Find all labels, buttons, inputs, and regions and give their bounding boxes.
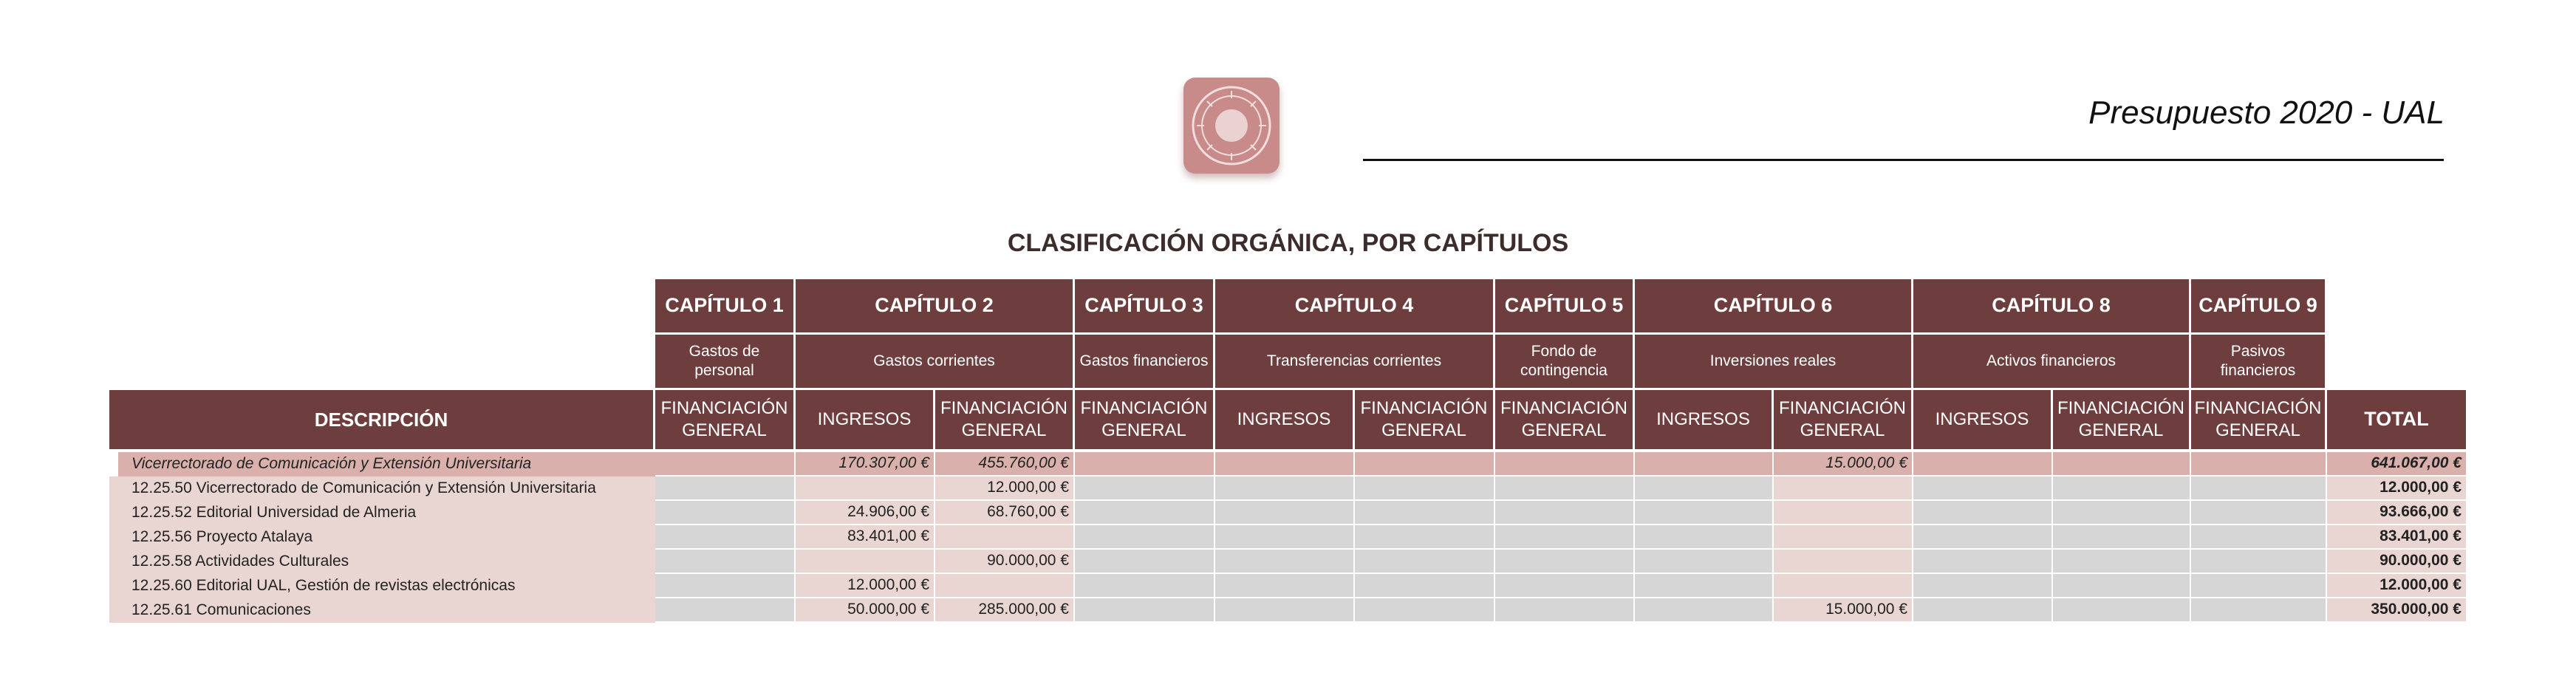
funding-header: FINANCIACIÓN GENERAL: [2053, 390, 2191, 449]
table-cell: [1913, 574, 2053, 598]
table-cell: [1495, 501, 1635, 525]
table-cell: [655, 476, 796, 501]
table-cell: [655, 525, 796, 550]
table-cell: [1355, 574, 1495, 598]
chapter-subtitle: Gastos financieros: [1075, 335, 1215, 390]
table-cell: [1635, 550, 1774, 574]
table-cell: [655, 574, 796, 598]
table-cell: 90.000,00 €: [935, 550, 1075, 574]
table-cell: 83.401,00 €: [796, 525, 935, 550]
table-cell: [655, 550, 796, 574]
row-label: 12.25.61 Comunicaciones: [109, 598, 655, 623]
table-cell: 50.000,00 €: [796, 598, 935, 623]
chapter-header: CAPÍTULO 1: [655, 279, 796, 335]
table-cell: [1913, 452, 2053, 476]
table-cell: [2191, 574, 2327, 598]
row-label: 12.25.58 Actividades Culturales: [109, 550, 655, 574]
table-cell: [1075, 501, 1215, 525]
table-cell: [2191, 476, 2327, 501]
table-cell: [1495, 452, 1635, 476]
chapter-header: CAPÍTULO 4: [1215, 279, 1495, 335]
table-cell: [2053, 452, 2191, 476]
title-underline: [1363, 159, 2444, 161]
funding-header: FINANCIACIÓN GENERAL: [1355, 390, 1495, 449]
table-cell: [1215, 476, 1355, 501]
table-cell: [1355, 598, 1495, 623]
sheet-title: CLASIFICACIÓN ORGÁNICA, POR CAPÍTULOS: [1007, 229, 1569, 257]
table-cell: [1075, 550, 1215, 574]
table-cell: [1913, 525, 2053, 550]
table-cell: [2053, 476, 2191, 501]
table-cell: [1635, 476, 1774, 501]
chapter-subtitle: Transferencias corrientes: [1215, 335, 1495, 390]
table-cell: [1495, 476, 1635, 501]
description-header: DESCRIPCIÓN: [109, 390, 655, 449]
chapter-header: CAPÍTULO 6: [1635, 279, 1913, 335]
chapter-header: CAPÍTULO 3: [1075, 279, 1215, 335]
table-cell: [1913, 501, 2053, 525]
table-cell: [2191, 598, 2327, 623]
table-cell: 15.000,00 €: [1774, 452, 1913, 476]
funding-header: INGRESOS: [1913, 390, 2053, 449]
table-cell: [1215, 452, 1355, 476]
funding-header: INGRESOS: [1635, 390, 1774, 449]
row-label: 12.25.50 Vicerrectorado de Comunicación y Extensión Universitaria: [109, 476, 655, 501]
document-title: Presupuesto 2020 - UAL: [2088, 95, 2445, 131]
table-cell: [1075, 598, 1215, 623]
row-total: 83.401,00 €: [2327, 525, 2466, 550]
table-cell: [2191, 550, 2327, 574]
row-total: 90.000,00 €: [2327, 550, 2466, 574]
funding-header: FINANCIACIÓN GENERAL: [935, 390, 1075, 449]
table-cell: [1215, 598, 1355, 623]
table-cell: 15.000,00 €: [1774, 598, 1913, 623]
chapter-subtitle: Inversiones reales: [1635, 335, 1913, 390]
table-cell: [1215, 501, 1355, 525]
table-cell: [655, 452, 796, 476]
funding-header: FINANCIACIÓN GENERAL: [1495, 390, 1635, 449]
table-cell: 455.760,00 €: [935, 452, 1075, 476]
table-cell: [1355, 452, 1495, 476]
table-cell: [1774, 574, 1913, 598]
summary-row-label: Vicerrectorado de Comunicación y Extensión Universitaria: [118, 452, 655, 476]
table-cell: [2191, 452, 2327, 476]
table-cell: [1215, 525, 1355, 550]
table-cell: 170.307,00 €: [796, 452, 935, 476]
table-cell: [655, 501, 796, 525]
table-cell: [2053, 525, 2191, 550]
table-cell: [1075, 574, 1215, 598]
table-cell: [1075, 525, 1215, 550]
row-label: 12.25.52 Editorial Universidad de Almeria: [109, 501, 655, 525]
table-cell: [1774, 476, 1913, 501]
chapter-header: CAPÍTULO 9: [2191, 279, 2327, 335]
table-cell: 12.000,00 €: [796, 574, 935, 598]
table-cell: 285.000,00 €: [935, 598, 1075, 623]
funding-header: INGRESOS: [796, 390, 935, 449]
table-cell: [2053, 598, 2191, 623]
table-cell: [1495, 550, 1635, 574]
total-header: TOTAL: [2327, 390, 2466, 449]
table-cell: [1215, 574, 1355, 598]
row-label: 12.25.56 Proyecto Atalaya: [109, 525, 655, 550]
chapter-subtitle: Activos financieros: [1913, 335, 2191, 390]
table-cell: [1635, 598, 1774, 623]
table-cell: [1355, 501, 1495, 525]
table-cell: [1913, 598, 2053, 623]
table-cell: [655, 598, 796, 623]
funding-header: FINANCIACIÓN GENERAL: [1075, 390, 1215, 449]
table-cell: [1495, 574, 1635, 598]
table-cell: [1495, 525, 1635, 550]
table-cell: [1075, 476, 1215, 501]
table-cell: [796, 550, 935, 574]
table-cell: [1635, 452, 1774, 476]
table-cell: [796, 476, 935, 501]
table-cell: [2191, 501, 2327, 525]
table-cell: [2053, 550, 2191, 574]
table-cell: [2191, 525, 2327, 550]
funding-header: INGRESOS: [1215, 390, 1355, 449]
table-cell: 24.906,00 €: [796, 501, 935, 525]
table-cell: [1913, 550, 2053, 574]
table-cell: [1075, 452, 1215, 476]
table-cell: 68.760,00 €: [935, 501, 1075, 525]
row-total: 350.000,00 €: [2327, 598, 2466, 623]
table-cell: [1495, 598, 1635, 623]
chapter-subtitle: Fondo de contingencia: [1495, 335, 1635, 390]
table-cell: [2053, 501, 2191, 525]
chapter-header: CAPÍTULO 5: [1495, 279, 1635, 335]
row-total: 641.067,00 €: [2327, 452, 2466, 476]
table-cell: [1774, 501, 1913, 525]
table-cell: [1635, 525, 1774, 550]
table-cell: [1355, 525, 1495, 550]
funding-header: FINANCIACIÓN GENERAL: [1774, 390, 1913, 449]
table-cell: [935, 574, 1075, 598]
table-cell: [1774, 550, 1913, 574]
university-seal-logo: [1183, 78, 1280, 174]
table-cell: [1355, 550, 1495, 574]
chapter-header: CAPÍTULO 8: [1913, 279, 2191, 335]
row-label: 12.25.60 Editorial UAL, Gestión de revistas electrónicas: [109, 574, 655, 598]
row-total: 12.000,00 €: [2327, 476, 2466, 501]
chapter-subtitle: Gastos de personal: [655, 335, 796, 390]
table-cell: [1913, 476, 2053, 501]
table-cell: [2053, 574, 2191, 598]
table-cell: [1635, 574, 1774, 598]
table-cell: [935, 525, 1075, 550]
chapter-header: CAPÍTULO 2: [796, 279, 1075, 335]
chapter-subtitle: Pasivos financieros: [2191, 335, 2327, 390]
table-cell: 12.000,00 €: [935, 476, 1075, 501]
seal-emblem-icon: [1183, 78, 1280, 174]
chapter-subtitle: Gastos corrientes: [796, 335, 1075, 390]
table-cell: [1774, 525, 1913, 550]
table-cell: [1635, 501, 1774, 525]
funding-header: FINANCIACIÓN GENERAL: [2191, 390, 2327, 449]
funding-header: FINANCIACIÓN GENERAL: [655, 390, 796, 449]
row-total: 93.666,00 €: [2327, 501, 2466, 525]
table-cell: [1215, 550, 1355, 574]
row-total: 12.000,00 €: [2327, 574, 2466, 598]
table-cell: [1355, 476, 1495, 501]
